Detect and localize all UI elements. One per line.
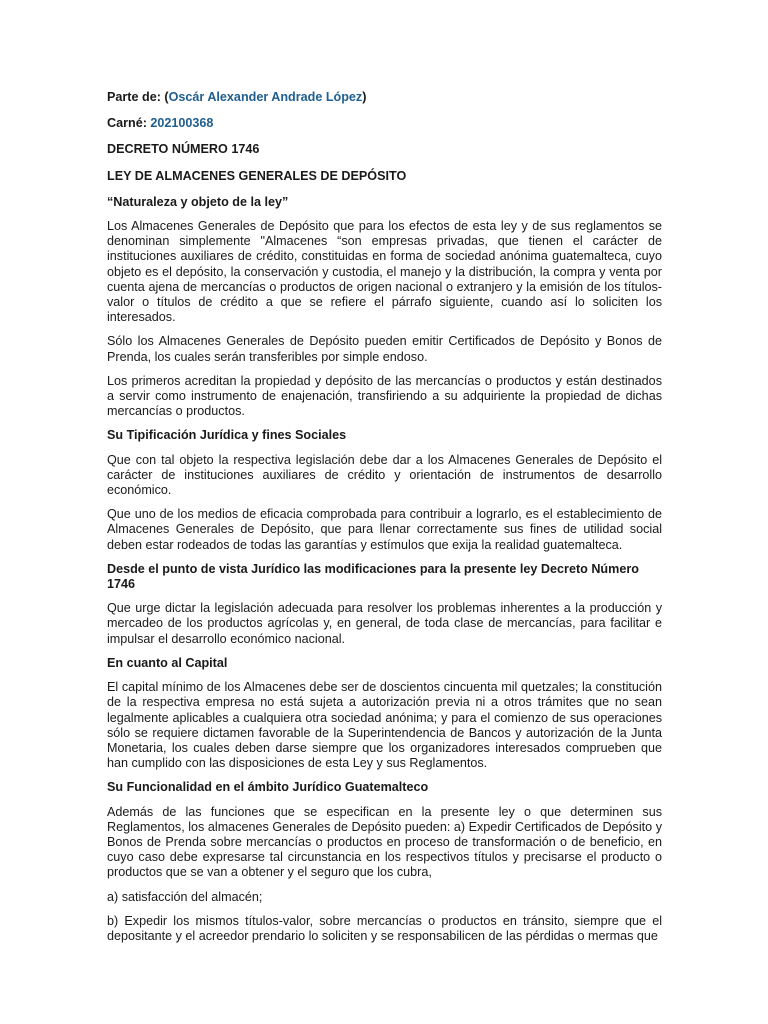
nature-paragraph-2: Sólo los Almacenes Generales de Depósito pueden emitir Certificados de Depósito y Bonos de Prenda, los cuales serán transferibles por simple endoso.	[107, 334, 662, 364]
typification-paragraph-2: Que uno de los medios de eficacia comprobada para contribuir a lograrlo, es el establecimiento de Almacenes Generales de Depósito, que para llenar correctamente sus fines de utilidad social deben estar rodeados de todas las garantías y estímulos que exija la realidad guatemalteca.	[107, 507, 662, 552]
capital-heading: En cuanto al Capital	[107, 655, 228, 670]
nature-paragraph-1: Los Almacenes Generales de Depósito que para los efectos de esta ley y de sus reglamentos se denominan simplemente "Almacenes “son empresas privadas, que tienen el carácter de instituciones auxiliares de crédito, constituidas en forma de sociedad anónima guatemalteca, cuyo objeto es el depósito, la conservación y custodia, el manejo y la distribución, la compra y venta por cuenta ajena de mercancías o productos de origen nacional o extranjero y la emisión de los títulos-valor o títulos de crédito a que se refiere el párrafo siguiente, cuando así lo soliciten los interesados.	[107, 219, 662, 325]
author-close: )	[362, 90, 367, 104]
function-paragraph-2: a) satisfacción del almacén;	[107, 889, 263, 904]
id-label: Carné:	[107, 116, 151, 131]
law-title: LEY DE ALMACENES GENERALES DE DEPÓSITO	[107, 168, 407, 183]
typification-paragraph-1: Que con tal objeto la respectiva legislación debe dar a los Almacenes Generales de Depósito el carácter de instituciones auxiliares de crédito y orientación de instrumentos de desarrollo económico.	[107, 452, 662, 498]
function-paragraph-1: Además de las funciones que se especifican en la presente ley o que determinen sus Reglamentos, los almacenes Generales de Depósito pueden: a) Expedir Certificados de Depósito y Bonos de Prenda sobre mercancías o productos en proceso de transformación o de beneficio, en cuyo caso debe expresarse tal circunstancia en los respectivos títulos y precisarse el producto o productos que se van a obtener y el seguro que los cubra,	[107, 804, 662, 880]
typification-heading: Su Tipificación Jurídica y fines Sociales	[107, 428, 347, 443]
function-paragraph-3: b) Expedir los mismos títulos-valor, sobre mercancías o productos en tránsito, siempre que el depositante y el acreedor prendario lo soliciten y se responsabilicen de las pérdidas o mermas que	[107, 913, 662, 943]
nature-paragraph-3: Los primeros acreditan la propiedad y depósito de las mercancías o productos y están destinados a servir como instrumento de enajenación, transfiriendo a su adquiriente la propiedad de dichas mercancías o productos.	[107, 373, 662, 419]
legal-paragraph-1: Que urge dictar la legislación adecuada para resolver los problemas inherentes a la producción y mercadeo de los productos agrícolas y, en general, de toda clase de mercancías, para facilitar e impulsar el desarrollo económico nacional.	[107, 601, 662, 646]
decree-title: DECRETO NÚMERO 1746	[107, 142, 260, 157]
legal-heading: Desde el punto de vista Jurídico las modificaciones para la presente ley Decreto Número 1746	[107, 561, 639, 592]
nature-heading: “Naturaleza y objeto de la ley”	[107, 194, 289, 209]
author-name: Oscár Alexander Andrade López	[168, 90, 363, 104]
author-label: Parte de: (	[107, 90, 169, 104]
capital-paragraph-1: El capital mínimo de los Almacenes debe ser de doscientos cincuenta mil quetzales; la constitución de la respectiva empresa no está sujeta a autorización previa ni a otros trámites que no sean legalmente aplicables a cualquiera otra sociedad anónima; y para el comienzo de sus operaciones sólo se requiere dictamen favorable de la Superintendencia de Bancos y autorización de la Junta Monetaria, los cuales deben darse siempre que los organizadores interesados comprueben que han cumplido con las disposiciones de esta Ley y sus Reglamentos.	[107, 680, 662, 771]
document-page	[107, 90, 662, 953]
function-heading: Su Funcionalidad en el ámbito Jurídico Guatemalteco	[107, 780, 429, 795]
author-line	[107, 90, 662, 105]
id-line	[107, 116, 662, 131]
id-value: 202100368	[150, 116, 214, 131]
